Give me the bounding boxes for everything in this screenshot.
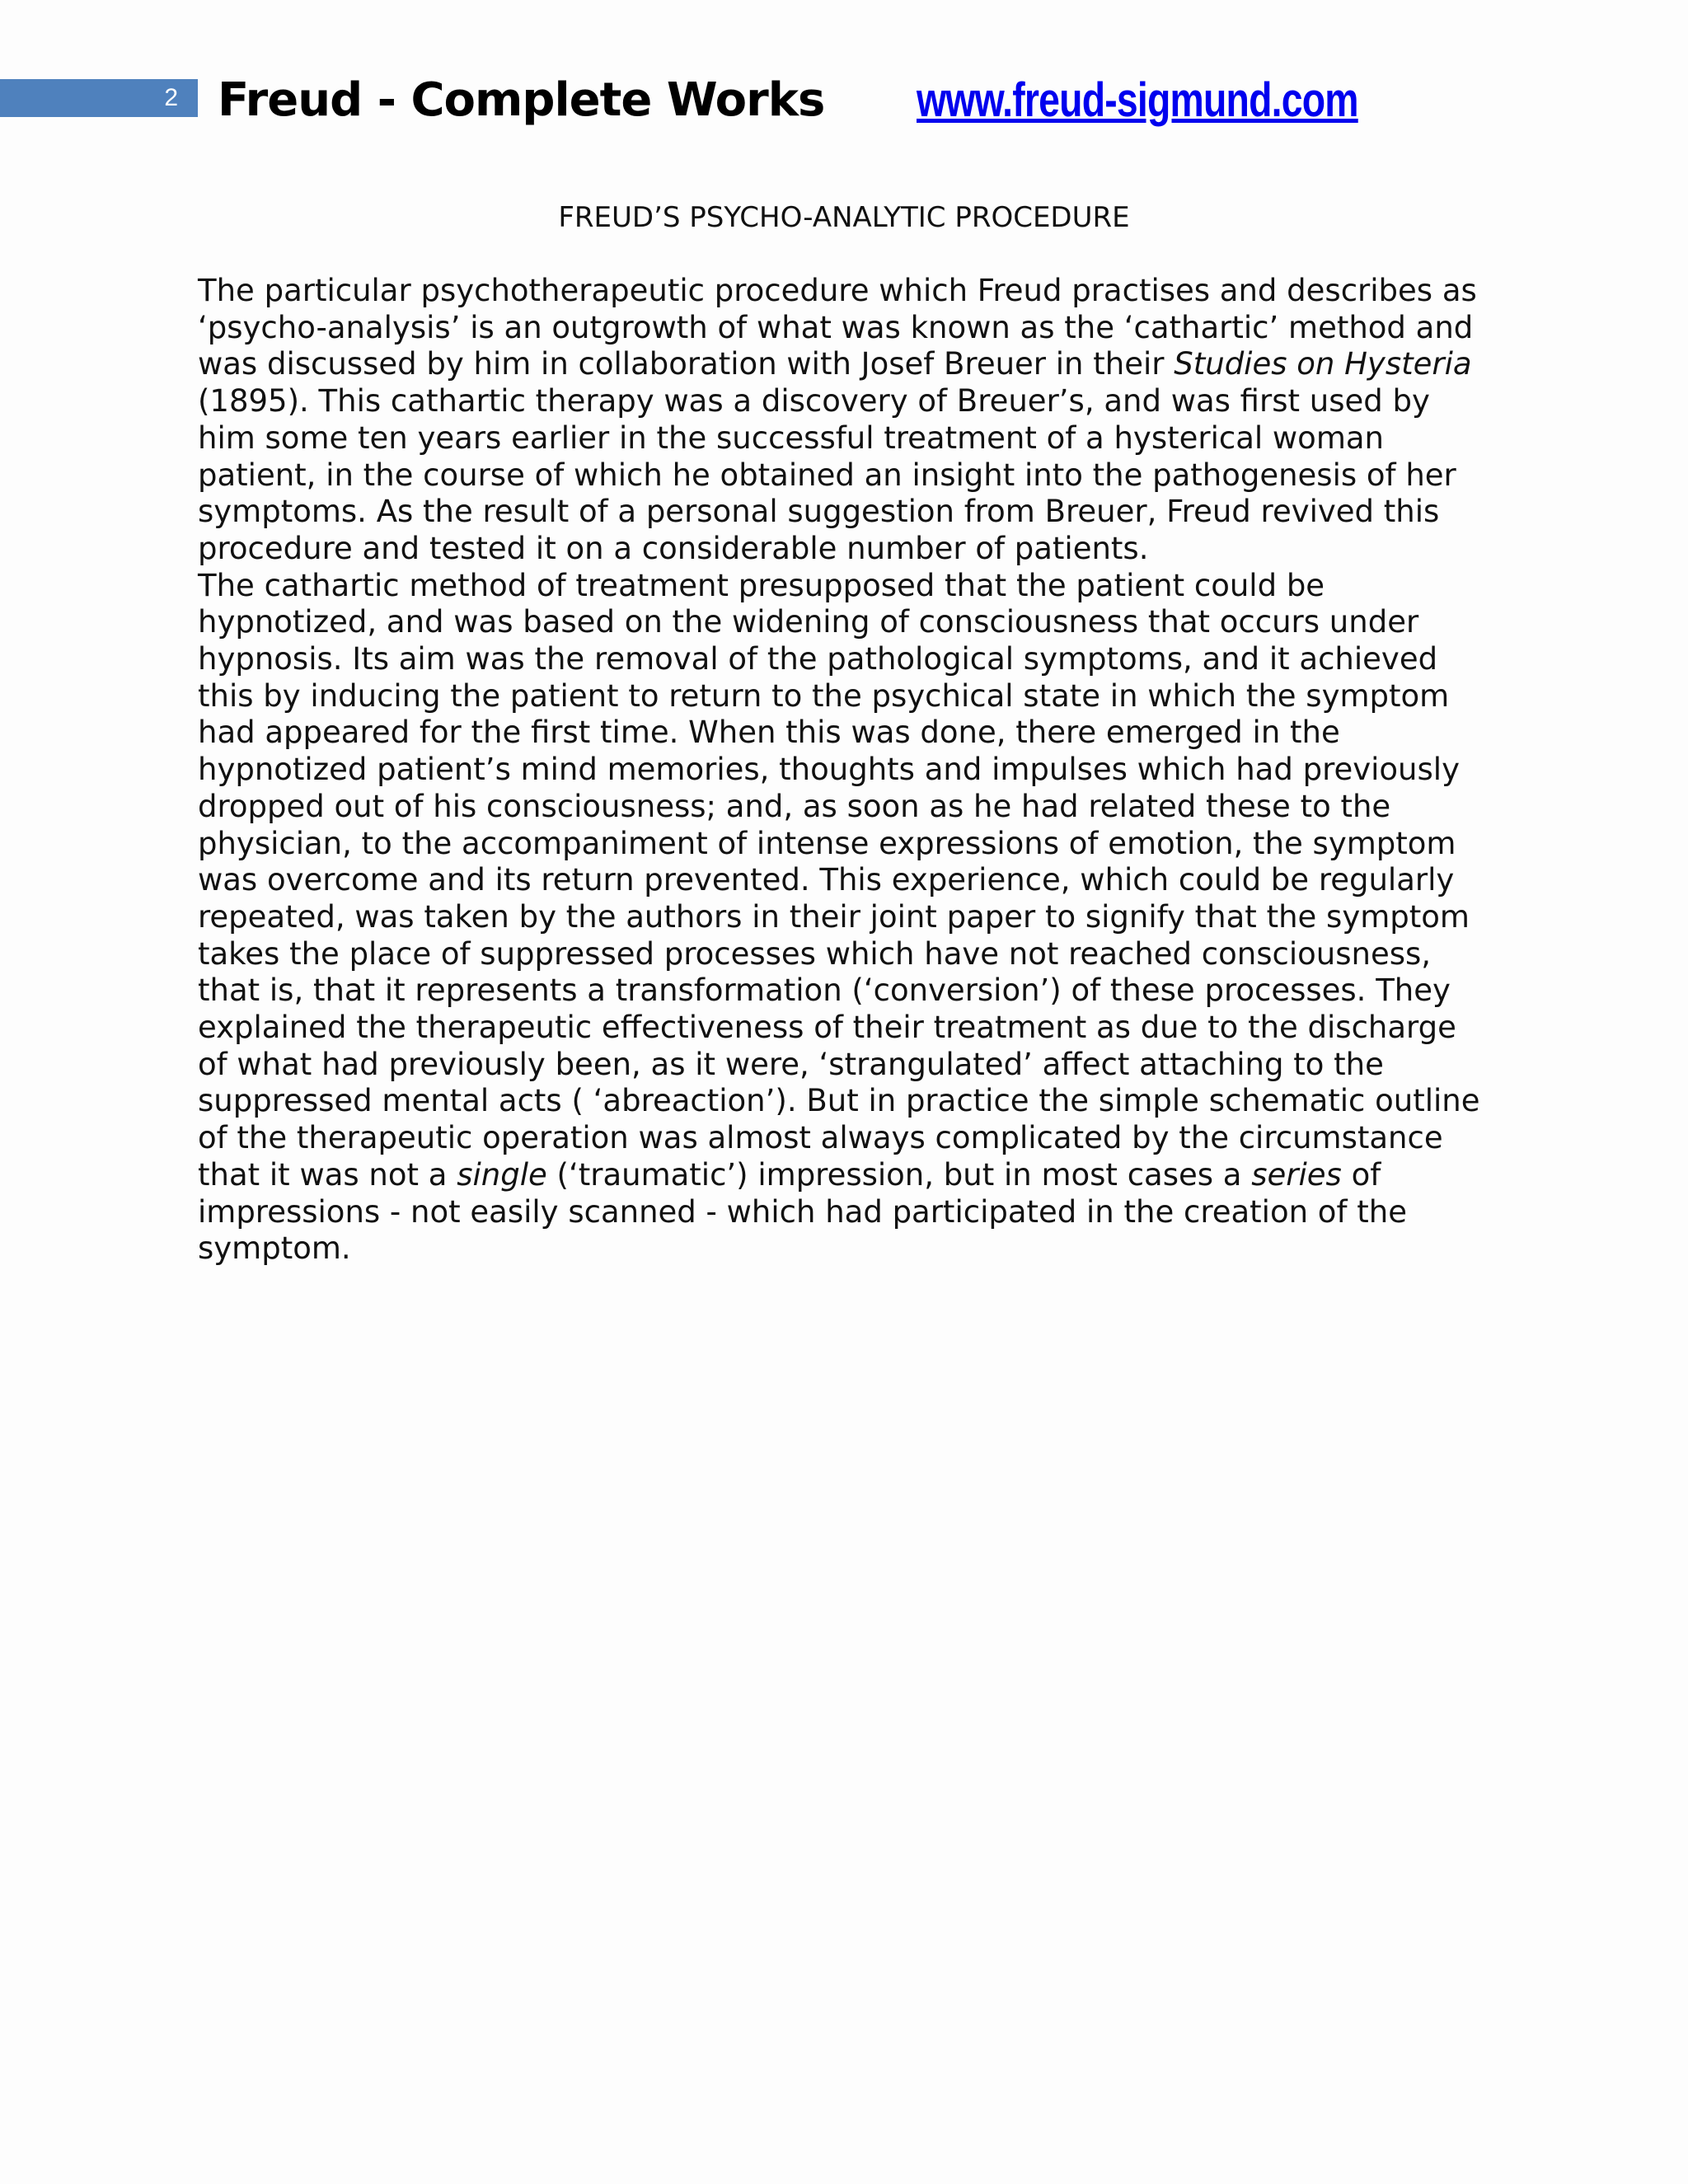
text-span: was discussed by him in collaboration with Josef Breuer in their bbox=[198, 346, 1175, 382]
page-number: 2 bbox=[164, 84, 178, 111]
page-number-bar bbox=[0, 79, 198, 117]
text-line: ‘psycho-analysis’ is an outgrowth of what was known as the ‘cathartic’ method and bbox=[198, 309, 1474, 345]
text-line: physician, to the accompaniment of intense expressions of emotion, the symptom bbox=[198, 825, 1456, 861]
text-line: hypnotized, and was based on the widening of consciousness that occurs under bbox=[198, 604, 1419, 640]
text-line: this by inducing the patient to return to the psychical state in which the symptom bbox=[198, 677, 1450, 714]
text-line: (1895). This cathartic therapy was a discovery of Breuer’s, and was first used by bbox=[198, 383, 1430, 419]
text-line: repeated, was taken by the authors in their joint paper to signify that the symptom bbox=[198, 898, 1470, 935]
text-span: (‘traumatic’) impression, but in most cases a bbox=[546, 1156, 1252, 1193]
document-heading: FREUD’S PSYCHO-ANALYTIC PROCEDURE bbox=[558, 201, 1130, 234]
text-line bbox=[198, 346, 1550, 383]
text-line: suppressed mental acts ( ‘abreaction’). But in practice the simple schematic outline bbox=[198, 1083, 1480, 1119]
text-span: that it was not a bbox=[198, 1156, 457, 1193]
text-line bbox=[198, 1157, 1550, 1194]
text-line: symptoms. As the result of a personal suggestion from Breuer, Freud revived this bbox=[198, 494, 1440, 530]
text-line: hypnotized patient’s mind memories, thoughts and impulses which had previously bbox=[198, 752, 1460, 788]
header-title: Freud - Complete Works bbox=[218, 73, 825, 127]
document-body bbox=[198, 273, 1550, 1268]
emphasis: single bbox=[457, 1156, 547, 1193]
text-line: procedure and tested it on a considerable number of patients. bbox=[198, 530, 1149, 566]
text-line: explained the therapeutic effectiveness of their treatment as due to the discharge bbox=[198, 1010, 1456, 1046]
text-line: takes the place of suppressed processes which have not reached consciousness, bbox=[198, 935, 1432, 972]
text-line: The particular psychotherapeutic procedure which Freud practises and describes as bbox=[198, 273, 1477, 308]
text-line: patient, in the course of which he obtained an insight into the pathogenesis of her bbox=[198, 457, 1456, 493]
text-line: hypnosis. Its aim was the removal of the pathological symptoms, and it achieved bbox=[198, 641, 1438, 677]
text-line: of the therapeutic operation was almost always complicated by the circumstance bbox=[198, 1120, 1443, 1156]
text-line: of what had previously been, as it were, ‘strangulated’ affect attaching to the bbox=[198, 1046, 1384, 1082]
emphasis: series bbox=[1251, 1156, 1342, 1193]
text-line: him some ten years earlier in the successful treatment of a hysterical woman bbox=[198, 419, 1384, 456]
text-line: symptom. bbox=[198, 1230, 351, 1267]
text-line: had appeared for the first time. When this was done, there emerged in the bbox=[198, 715, 1340, 751]
text-line: that is, that it represents a transformation (‘conversion’) of these processes. They bbox=[198, 972, 1451, 1009]
text-line: dropped out of his consciousness; and, as soon as he had related these to the bbox=[198, 788, 1391, 824]
book-title: Studies on Hysteria bbox=[1174, 346, 1472, 382]
text-line: The cathartic method of treatment presupposed that the patient could be bbox=[198, 567, 1325, 603]
text-line: was overcome and its return prevented. This experience, which could be regularly bbox=[198, 862, 1455, 898]
website-link[interactable]: www.freud-sigmund.com bbox=[917, 73, 1358, 127]
text-span: of bbox=[1341, 1156, 1381, 1193]
text-line: impressions - not easily scanned - which had participated in the creation of the bbox=[198, 1193, 1407, 1230]
